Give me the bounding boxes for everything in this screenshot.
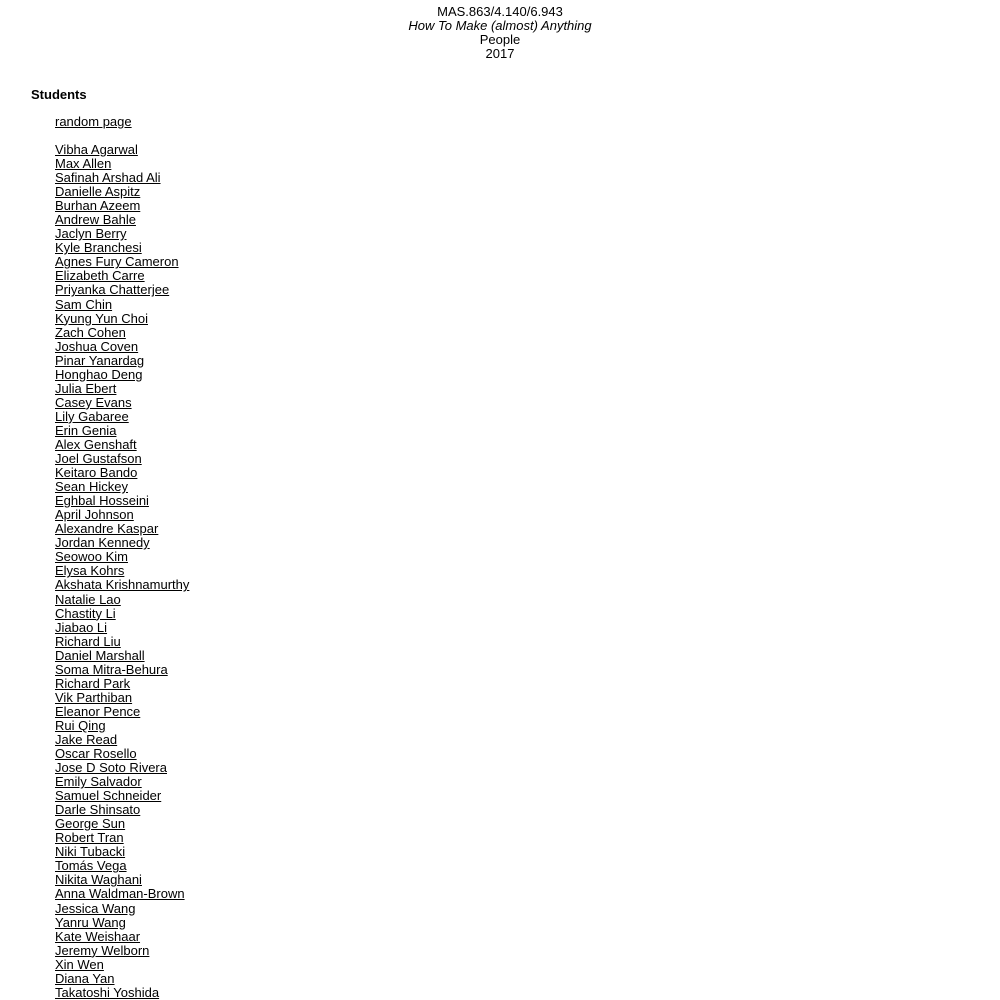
list-item: [55, 649, 189, 663]
student-link[interactable]: Vik Parthiban: [55, 689, 133, 705]
list-item: [55, 550, 189, 564]
list-item: [55, 438, 189, 452]
student-link[interactable]: Alexandre Kaspar: [55, 521, 159, 537]
student-link[interactable]: April Johnson: [55, 507, 134, 523]
page-label: People: [479, 32, 521, 47]
student-link[interactable]: Agnes Fury Cameron: [55, 254, 179, 270]
student-link[interactable]: Zach Cohen: [55, 324, 126, 340]
student-link[interactable]: Niki Tubacki: [55, 844, 126, 860]
student-link[interactable]: Danielle Aspitz: [55, 184, 141, 200]
list-item: [55, 578, 189, 592]
list-item: [55, 340, 189, 354]
student-link[interactable]: Erin Genia: [55, 422, 117, 438]
list-item: [55, 199, 189, 213]
student-link[interactable]: Soma Mitra-Behura: [55, 661, 168, 677]
course-title: How To Make (almost) Anything: [408, 18, 592, 33]
list-item: [55, 382, 189, 396]
list-item: [55, 719, 189, 733]
student-link[interactable]: Rui Qing: [55, 717, 106, 733]
student-link[interactable]: Honghao Deng: [55, 366, 143, 382]
student-link[interactable]: Jordan Kennedy: [55, 535, 150, 551]
student-link[interactable]: Sam Chin: [55, 296, 113, 312]
student-link[interactable]: Diana Yan: [55, 970, 115, 986]
student-link[interactable]: Eghbal Hosseini: [55, 493, 149, 509]
list-item: [55, 789, 189, 803]
list-item: [55, 424, 189, 438]
student-link[interactable]: George Sun: [55, 816, 126, 832]
student-link[interactable]: Jaclyn Berry: [55, 226, 127, 242]
student-link[interactable]: Xin Wen: [55, 956, 104, 972]
student-link[interactable]: Kate Weishaar: [55, 928, 141, 944]
list-item: [55, 255, 189, 269]
list-item: [55, 171, 189, 185]
list-item: [55, 677, 189, 691]
list-item: [55, 607, 189, 621]
random-page-link[interactable]: random page: [55, 114, 132, 129]
student-link[interactable]: Elysa Kohrs: [55, 563, 125, 579]
student-list: [55, 143, 189, 1000]
students-heading: Students: [31, 87, 87, 102]
student-link[interactable]: Julia Ebert: [55, 380, 117, 396]
list-item: [55, 269, 189, 283]
list-item: [55, 396, 189, 410]
list-item: [55, 241, 189, 255]
student-link[interactable]: Safinah Arshad Ali: [55, 170, 161, 186]
list-item: [55, 157, 189, 171]
student-link[interactable]: Oscar Rosello: [55, 746, 137, 762]
course-year: 2017: [485, 46, 515, 61]
student-link[interactable]: Jessica Wang: [55, 900, 136, 916]
student-link[interactable]: Kyung Yun Choi: [55, 310, 148, 326]
list-item: [55, 761, 189, 775]
student-link[interactable]: Daniel Marshall: [55, 647, 145, 663]
student-link[interactable]: Max Allen: [55, 156, 112, 172]
student-link[interactable]: Chastity Li: [55, 605, 116, 621]
student-link[interactable]: Jose D Soto Rivera: [55, 760, 167, 776]
list-item: [55, 775, 189, 789]
student-link[interactable]: Akshata Krishnamurthy: [55, 577, 190, 593]
list-item: [55, 705, 189, 719]
student-link[interactable]: Eleanor Pence: [55, 703, 141, 719]
list-item: [55, 873, 189, 887]
student-link[interactable]: Takatoshi Yoshida: [55, 984, 160, 1000]
student-link[interactable]: Richard Liu: [55, 633, 121, 649]
list-item: [55, 859, 189, 873]
student-link[interactable]: Natalie Lao: [55, 591, 121, 607]
list-item: [55, 972, 189, 986]
list-item: [55, 283, 189, 297]
list-item: [55, 452, 189, 466]
student-link[interactable]: Nikita Waghani: [55, 872, 142, 888]
list-item: [55, 621, 189, 635]
list-item: [55, 466, 189, 480]
list-item: [55, 902, 189, 916]
student-link[interactable]: Sean Hickey: [55, 479, 128, 495]
student-link[interactable]: Alex Genshaft: [55, 436, 137, 452]
student-link[interactable]: Robert Tran: [55, 830, 124, 846]
list-item: [55, 958, 189, 972]
student-link[interactable]: Andrew Bahle: [55, 212, 136, 228]
list-item: [55, 354, 189, 368]
student-link[interactable]: Samuel Schneider: [55, 788, 162, 804]
student-link[interactable]: Anna Waldman-Brown: [55, 886, 185, 902]
list-item: [55, 508, 189, 522]
student-link[interactable]: Casey Evans: [55, 394, 132, 410]
student-link[interactable]: Richard Park: [55, 675, 131, 691]
course-number: MAS.863/4.140/6.943: [437, 4, 563, 19]
list-item: [55, 831, 189, 845]
student-link[interactable]: Elizabeth Carre: [55, 268, 145, 284]
list-item: [55, 817, 189, 831]
list-item: [55, 368, 189, 382]
list-item: [55, 733, 189, 747]
list-item: [55, 143, 189, 157]
student-link[interactable]: Seowoo Kim: [55, 549, 128, 565]
list-item: [55, 593, 189, 607]
list-item: [55, 691, 189, 705]
list-item: [55, 747, 189, 761]
student-link[interactable]: Kyle Branchesi: [55, 240, 142, 256]
list-item: [55, 480, 189, 494]
list-item: [55, 410, 189, 424]
list-item: [55, 635, 189, 649]
student-link[interactable]: Emily Salvador: [55, 774, 142, 790]
student-link[interactable]: Burhan Azeem: [55, 198, 141, 214]
student-link[interactable]: Joshua Coven: [55, 338, 139, 354]
student-link[interactable]: Keitaro Bando: [55, 465, 138, 481]
list-item: [55, 986, 189, 1000]
list-item: [55, 887, 189, 901]
student-link[interactable]: Jiabao Li: [55, 619, 108, 635]
student-link[interactable]: Vibha Agarwal: [55, 142, 138, 157]
student-link[interactable]: Joel Gustafson: [55, 451, 142, 467]
list-item: [55, 312, 189, 326]
list-item: [55, 845, 189, 859]
list-item: [55, 803, 189, 817]
list-item: [55, 298, 189, 312]
list-item: [55, 227, 189, 241]
student-link[interactable]: Yanru Wang: [55, 914, 126, 930]
list-item: [55, 916, 189, 930]
list-item: [55, 522, 189, 536]
student-link[interactable]: Lily Gabaree: [55, 408, 129, 424]
list-item: [55, 326, 189, 340]
list-item: [55, 494, 189, 508]
student-link[interactable]: Priyanka Chatterjee: [55, 282, 170, 298]
list-item: [55, 185, 189, 199]
list-item: [55, 930, 189, 944]
list-item: [55, 944, 189, 958]
list-item: [55, 213, 189, 227]
page-header: [0, 0, 1000, 61]
student-link[interactable]: Jeremy Welborn: [55, 942, 150, 958]
student-link[interactable]: Tomás Vega: [55, 858, 127, 874]
student-link[interactable]: Jake Read: [55, 731, 118, 747]
list-item: [55, 564, 189, 578]
list-item: [55, 663, 189, 677]
list-item: [55, 536, 189, 550]
student-link[interactable]: Darle Shinsato: [55, 802, 141, 818]
student-link[interactable]: Pinar Yanardag: [55, 352, 145, 368]
